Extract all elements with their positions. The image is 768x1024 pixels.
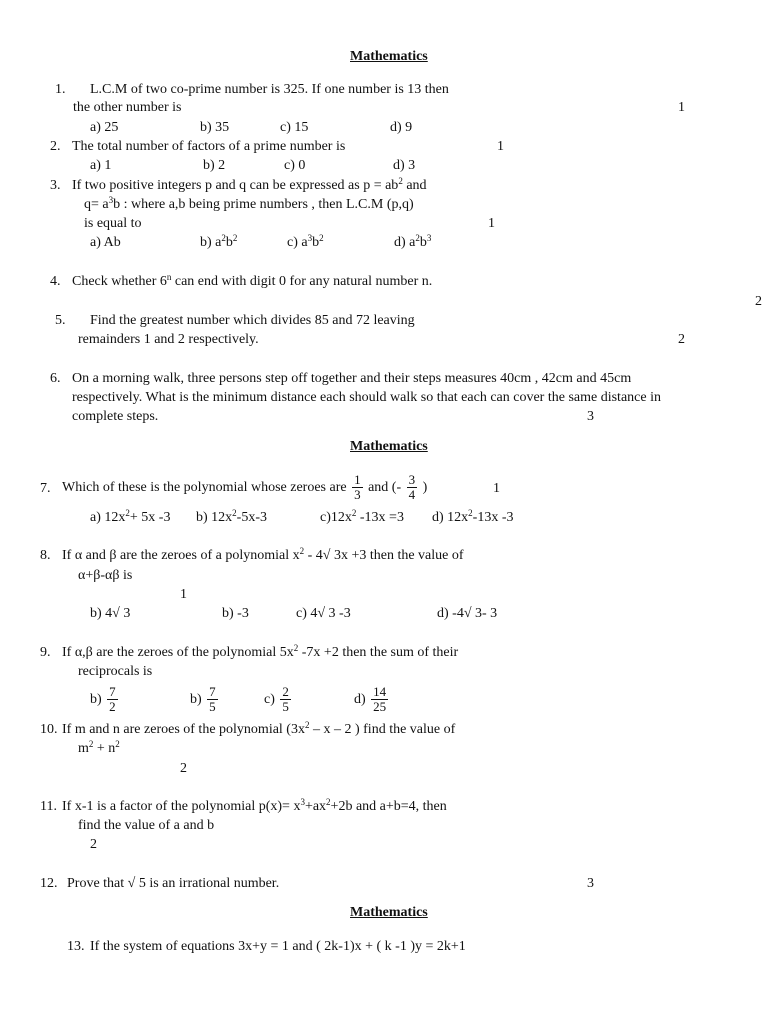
question-text: $m^2 + n^2$ bbox=[78, 739, 120, 756]
question-text: Find the greatest number which divides 85 and 72 leaving bbox=[90, 313, 415, 328]
question-text: If α and β are the zeroes of a polynomial $x^2 - 4√$ 3x +3 then the value of bbox=[62, 546, 464, 563]
question-number: 7. bbox=[40, 481, 51, 496]
question-number: 11. bbox=[40, 799, 57, 814]
question-text: is equal to bbox=[84, 216, 142, 231]
option: d) -4√ 3- 3 bbox=[437, 606, 498, 621]
marks: 1 bbox=[497, 139, 504, 154]
fraction: $\frac{1}{3}$ bbox=[354, 472, 361, 503]
section-heading: Mathematics bbox=[350, 439, 428, 454]
option: b) -3 bbox=[222, 606, 249, 621]
option: d) 3 bbox=[393, 158, 416, 173]
question-text: α+β-αβ is bbox=[78, 568, 133, 583]
question-number: 6. bbox=[50, 371, 61, 386]
question-text: find the value of a and b bbox=[78, 818, 215, 833]
option: d) $12x^2-13x$ -3 bbox=[432, 508, 514, 525]
option: $c)12x^2$ -13x =3 bbox=[320, 508, 404, 525]
marks: 2 bbox=[678, 332, 685, 347]
question-text: If x-1 is a factor of the polynomial $p(x)= x^3+ax^2+2b$ and a+b=4, then bbox=[62, 797, 447, 814]
section-heading: Mathematics bbox=[350, 49, 428, 64]
fraction: $\frac{2}{5}$ bbox=[282, 684, 289, 715]
question-text: The total number of factors of a prime number is bbox=[72, 139, 346, 154]
option: d) $\frac{14}{25}$ bbox=[354, 684, 387, 715]
option: c) 0 bbox=[284, 158, 306, 173]
question-number: 1. bbox=[55, 82, 66, 97]
option: b) 4√ 3 bbox=[90, 606, 131, 621]
marks: 1 bbox=[493, 481, 500, 496]
option: b) $\frac{7}{5}$ bbox=[190, 684, 216, 715]
question-text: If α,β are the zeroes of the polynomial $5x^2$ -7x +2 then the sum of their bbox=[62, 643, 459, 660]
question-text: complete steps. bbox=[72, 409, 159, 424]
question-text: Check whether 6$^n$ can end with digit 0 for any natural number n. bbox=[72, 272, 433, 289]
question-text: Prove that √ 5 is an irrational number. bbox=[67, 876, 280, 891]
marks: 2 bbox=[90, 837, 97, 852]
marks: 2 bbox=[755, 294, 762, 309]
question-text: On a morning walk, three persons step off together and their steps measures 40cm , 42cm and 45cm bbox=[72, 371, 632, 386]
option: d) $a^2b^3$ bbox=[394, 233, 432, 250]
question-text: Which of these is the polynomial whose zeroes are $\frac{1}{3}$ and (- $\frac{3}{4}$ ) bbox=[62, 472, 428, 503]
question-text: reciprocals is bbox=[78, 664, 153, 679]
option: a) 25 bbox=[90, 120, 119, 135]
option: b) $12x^2-5x-3$ bbox=[196, 508, 267, 525]
question-number: 3. bbox=[50, 178, 61, 193]
question-text: respectively. What is the minimum distance each should walk so that each can cover the same distance in bbox=[72, 390, 661, 405]
marks: 3 bbox=[587, 876, 594, 891]
fraction: $\frac{7}{2}$ bbox=[109, 684, 116, 715]
fraction: $\frac{3}{4}$ bbox=[408, 472, 416, 503]
option: c) 4√ 3 -3 bbox=[296, 606, 351, 621]
question-number: 2. bbox=[50, 139, 61, 154]
option: b) $\frac{7}{2}$ bbox=[90, 684, 116, 715]
question-number: 4. bbox=[50, 274, 61, 289]
question-text: If two positive integers p and q can be expressed as $p = ab^2$ and bbox=[72, 176, 427, 193]
question-text: $q= a^3b$ : where a,b being prime numbers , then L.C.M (p,q) bbox=[84, 195, 414, 212]
question-text: If the system of equations 3x+y = 1 and ( 2k-1)x + ( k -1 )y = 2k+1 bbox=[90, 939, 466, 954]
option: c) $\frac{2}{5}$ bbox=[264, 684, 289, 715]
option: d) 9 bbox=[390, 120, 413, 135]
question-number: 13. bbox=[67, 939, 85, 954]
question-text: If m and n are zeroes of the polynomial ($3x^2$ – x – 2 ) find the value of bbox=[62, 720, 456, 737]
question-text: the other number is bbox=[73, 100, 182, 115]
option: b) 35 bbox=[200, 120, 230, 135]
marks: 2 bbox=[180, 761, 187, 776]
fraction: $\frac{14}{25}$ bbox=[373, 684, 387, 715]
fraction: $\frac{7}{5}$ bbox=[209, 684, 216, 715]
option: a) 1 bbox=[90, 158, 112, 173]
question-number: 9. bbox=[40, 645, 51, 660]
option: c) 15 bbox=[280, 120, 309, 135]
marks: 1 bbox=[488, 216, 495, 231]
option: a) Ab bbox=[90, 235, 121, 250]
option: a) $12x^2+ 5x$ -3 bbox=[90, 508, 171, 525]
question-number: 12. bbox=[40, 876, 58, 891]
question-text: L.C.M of two co-prime number is 325. If one number is 13 then bbox=[90, 82, 449, 97]
option: b) $a^2b^2$ bbox=[200, 233, 238, 250]
marks: 1 bbox=[180, 587, 187, 602]
marks: 1 bbox=[678, 100, 685, 115]
question-number: 10. bbox=[40, 722, 58, 737]
question-text: remainders 1 and 2 respectively. bbox=[78, 332, 259, 347]
section-heading: Mathematics bbox=[350, 905, 428, 920]
option: b) 2 bbox=[203, 158, 226, 173]
question-number: 8. bbox=[40, 548, 51, 563]
option: c) $a^3b^2$ bbox=[287, 233, 324, 250]
marks: 3 bbox=[587, 409, 594, 424]
question-number: 5. bbox=[55, 313, 66, 328]
